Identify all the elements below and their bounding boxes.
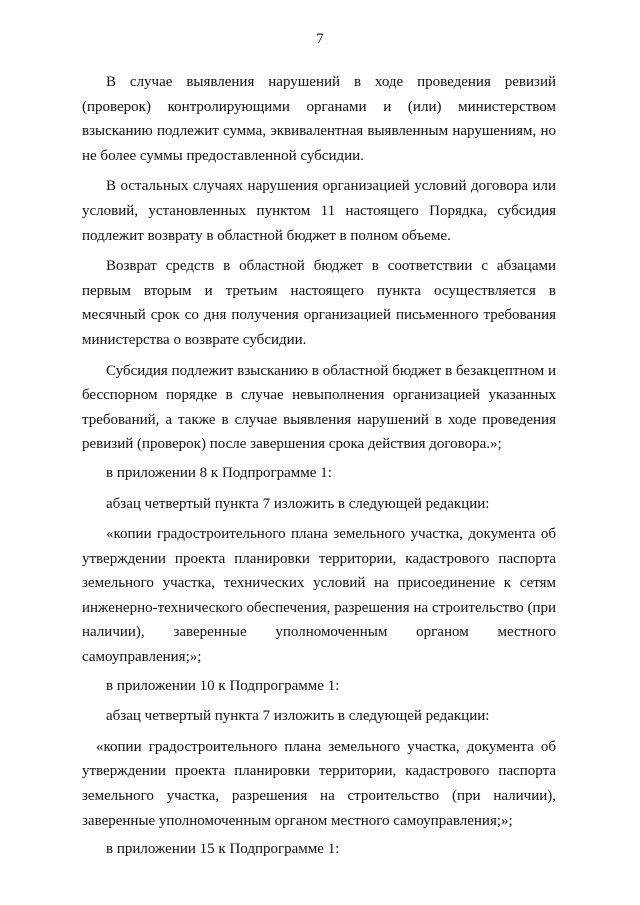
paragraph-other-violations: В остальных случаях нарушения организацией условий договора или условий, установленных пунктом 11 настоящего Порядка, субсидия подлежит возврату в областной бюджет в полном объеме. — [82, 178, 556, 244]
paragraph-return-deadline: Возврат средств в областной бюджет в соответствии с абзацами первым вторым и третьим настоящего пункта осуществляется в месячный срок со дня получения организацией письменного требования министерства о возврате субсидии. — [82, 258, 556, 348]
paragraph-appendix-8: в приложении 8 к Подпрограмме 1: — [106, 464, 332, 481]
paragraph-appendix-15: в приложении 15 к Подпрограмме 1: — [106, 841, 340, 858]
paragraph-amend-item-7-b: абзац четвертый пункта 7 изложить в следующей редакции: — [106, 708, 490, 725]
paragraph-violations-audit: В случае выявления нарушений в ходе проведения ревизий (проверок) контролирующими органами и (или) министерством взысканию подлежит сумма, эквивалентная выявленным нарушениям, но не более суммы предоставленной субсидии. — [82, 74, 556, 164]
paragraph-quote-documents-a: «копии градостроительного плана земельного участка, документа об утверждении проекта планировки территории, кадастрового паспорта земельного участка, технических условий на присоединение к сетям инженерно-технического обеспечения, разрешения на строительство (при наличии), заверенные уполномоченным органом местного самоуправления;»; — [82, 526, 556, 666]
document-body — [82, 70, 556, 862]
page-number: 7 — [316, 31, 324, 47]
paragraph-appendix-10: в приложении 10 к Подпрограмме 1: — [106, 677, 340, 694]
paragraph-amend-item-7-a: абзац четвертый пункта 7 изложить в следующей редакции: — [106, 495, 490, 512]
paragraph-subsidy-recovery: Субсидия подлежит взысканию в областной бюджет в безакцептном и бесспорном порядке в случае невыполнения организацией указанных требований, а также в случае выявления нарушений в ходе проведения ревизий (проверок) после завершения срока действия договора.»; — [82, 362, 556, 453]
paragraph-quote-documents-b: «копии градостроительного плана земельного участка, документа об утверждении проекта планировки территории, кадастрового паспорта земельного участка, разрешения на строительство (при наличии), заверенные уполномоченным органом местного самоуправления;»; — [82, 738, 556, 829]
